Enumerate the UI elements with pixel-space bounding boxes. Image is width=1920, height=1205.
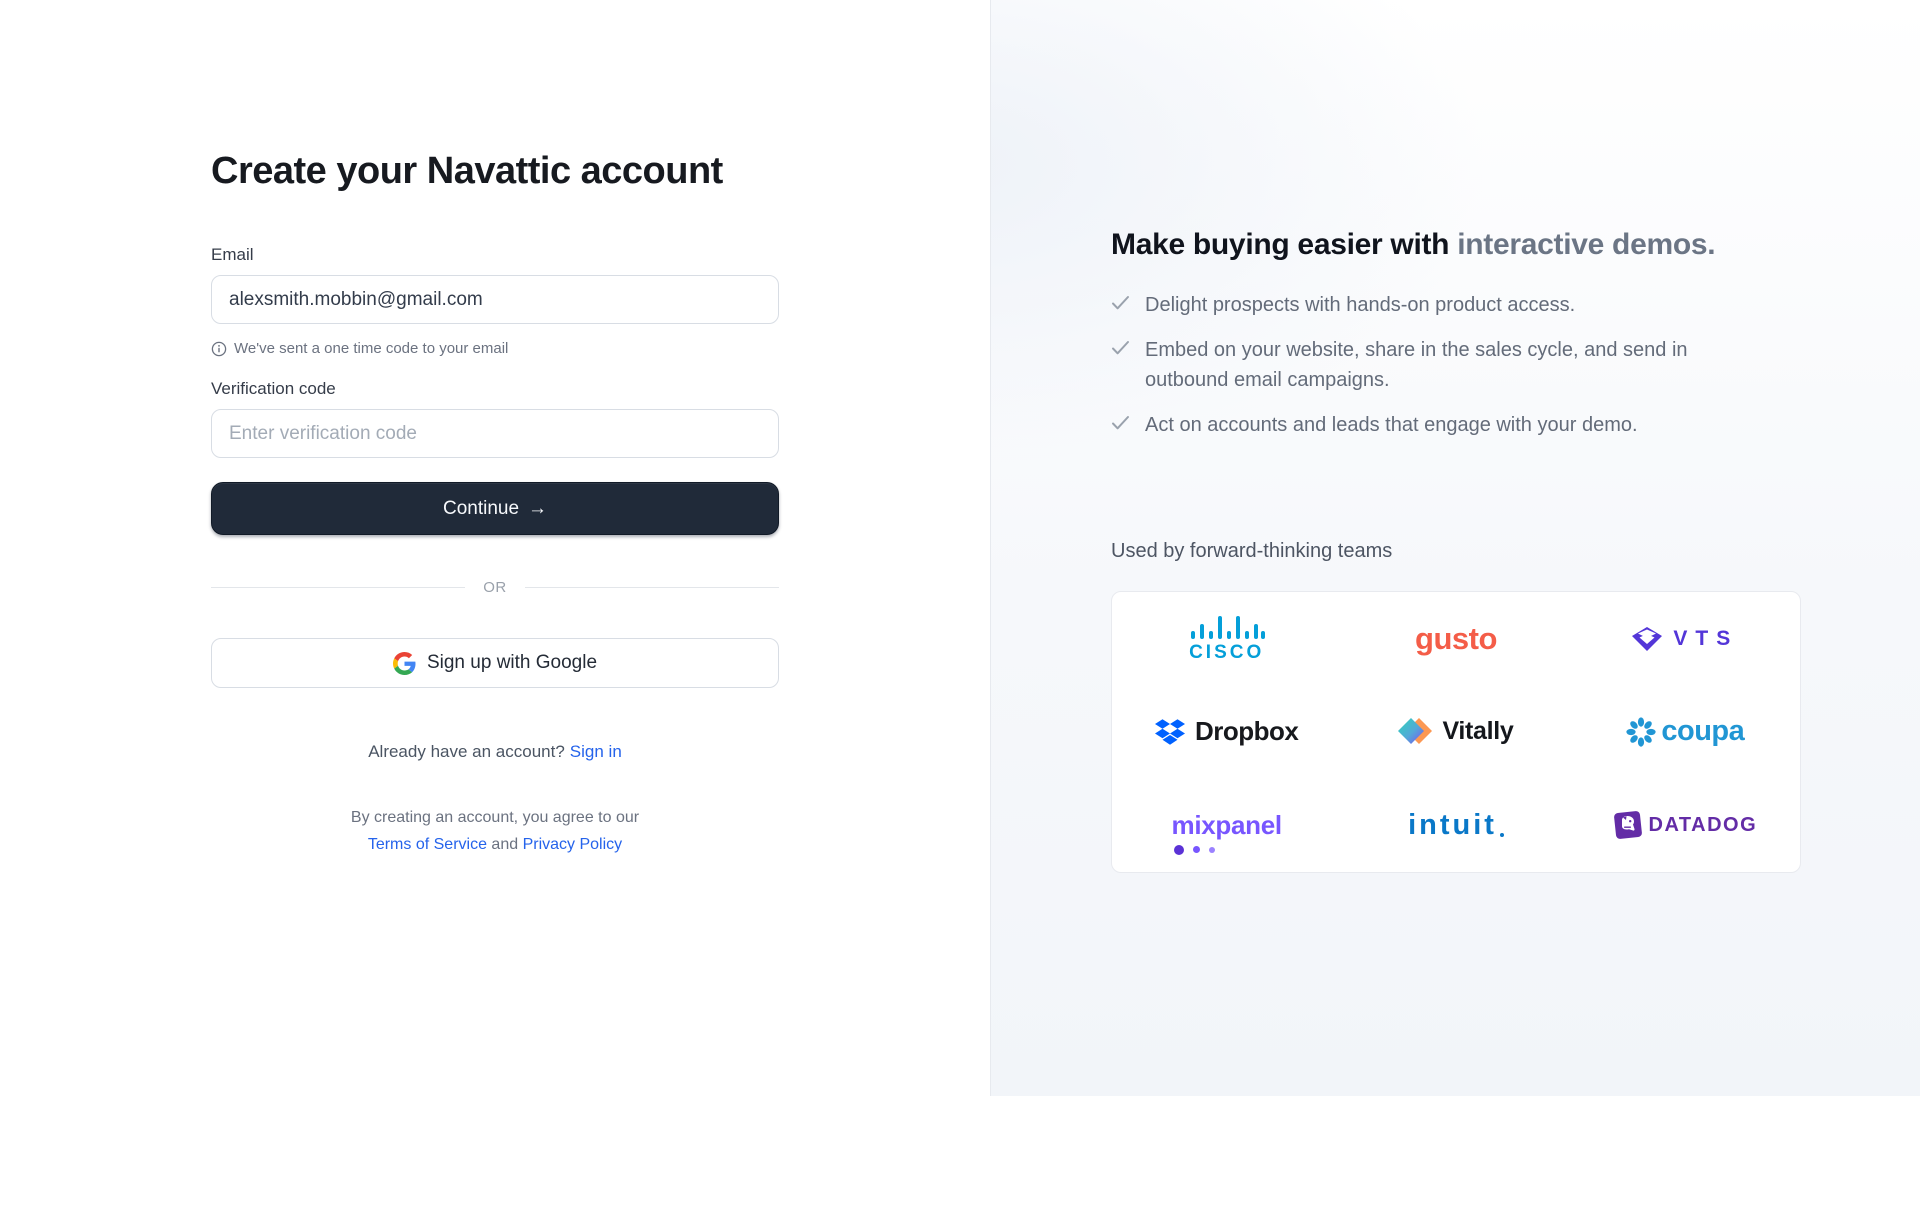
hero-heading <box>1111 228 1920 262</box>
otp-helper-text: We've sent a one time code to your email <box>234 340 509 357</box>
intuit-trademark-dot <box>1500 833 1504 837</box>
logo-coupa <box>1571 685 1800 778</box>
vitally-wordmark: Vitally <box>1442 717 1514 746</box>
divider-line <box>211 587 465 588</box>
logo-mixpanel <box>1112 779 1341 872</box>
privacy-policy-link[interactable]: Privacy Policy <box>522 836 623 854</box>
signin-link[interactable]: Sign in <box>569 742 622 761</box>
logo-cisco <box>1112 592 1341 685</box>
page-title: Create your Navattic account <box>211 150 723 192</box>
terms-line1: By creating an account, you agree to our <box>350 809 640 826</box>
benefit-text: Embed on your website, share in the sales cycle, and send in outbound email campaigns. <box>1145 339 1688 391</box>
signin-prefix: Already have an account? <box>368 742 565 761</box>
marketing-panel <box>990 0 1920 1096</box>
google-g-icon <box>393 652 416 675</box>
logo-datadog <box>1571 779 1800 872</box>
continue-button[interactable] <box>211 482 779 535</box>
teams-label: Used by forward-thinking teams <box>1111 540 1393 562</box>
arrow-right-icon: → <box>528 497 548 519</box>
benefit-text: Delight prospects with hands-on product access. <box>1145 294 1576 316</box>
dropbox-glyph-icon <box>1155 719 1185 745</box>
continue-button-label: Continue <box>442 497 520 519</box>
datadog-wordmark: DATADOG <box>1648 813 1758 836</box>
terms-conjunction: and <box>491 836 519 854</box>
google-signup-button[interactable] <box>211 638 779 688</box>
info-icon <box>211 341 227 357</box>
google-signup-label: Sign up with Google <box>426 652 598 673</box>
benefit-text: Act on accounts and leads that engage with your demo. <box>1145 414 1638 436</box>
verification-code-field[interactable] <box>211 409 779 458</box>
logo-intuit <box>1341 779 1570 872</box>
intuit-wordmark: intuit <box>1408 808 1497 841</box>
form-column <box>211 0 779 858</box>
signin-row <box>211 742 779 762</box>
email-field[interactable] <box>211 275 779 324</box>
marketing-side <box>990 0 1920 1205</box>
coupa-wordmark: coupa <box>1661 715 1745 748</box>
terms-block <box>211 804 779 858</box>
or-divider <box>211 579 779 596</box>
mixpanel-dots-icon <box>1174 845 1215 855</box>
mixpanel-wordmark: mixpanel <box>1171 809 1282 840</box>
coupa-pinwheel-icon <box>1626 717 1656 747</box>
hero-heading-dark: Make buying easier with <box>1111 228 1450 261</box>
logo-vts <box>1571 592 1800 685</box>
hero-heading-muted: interactive demos. <box>1457 228 1716 261</box>
verification-code-label: Verification code <box>211 379 336 398</box>
cisco-wordmark: CISCO <box>1189 642 1265 664</box>
logo-dropbox <box>1112 685 1341 778</box>
or-divider-label: OR <box>483 579 507 596</box>
datadog-dog-icon <box>1614 811 1642 839</box>
benefit-item <box>1111 335 1739 395</box>
check-icon <box>1111 415 1130 431</box>
logo-vitally <box>1341 685 1570 778</box>
gusto-wordmark: gusto <box>1415 620 1497 656</box>
benefit-item <box>1111 290 1739 320</box>
otp-helper <box>211 340 779 357</box>
divider-line <box>525 587 779 588</box>
dropbox-wordmark: Dropbox <box>1194 716 1299 747</box>
benefit-item <box>1111 410 1739 440</box>
check-icon <box>1111 295 1130 311</box>
email-label: Email <box>211 245 254 264</box>
customer-logos-card <box>1111 591 1801 873</box>
vts-wordmark: VTS <box>1673 626 1739 650</box>
vts-diamond-icon <box>1632 627 1662 651</box>
logo-gusto <box>1341 592 1570 685</box>
benefit-list <box>1111 290 1739 440</box>
terms-of-service-link[interactable]: Terms of Service <box>367 836 487 854</box>
vitally-diamond-icon <box>1398 717 1432 747</box>
cisco-bars-icon <box>1189 613 1265 641</box>
check-icon <box>1111 340 1130 356</box>
bottom-whitespace <box>990 1096 1920 1205</box>
